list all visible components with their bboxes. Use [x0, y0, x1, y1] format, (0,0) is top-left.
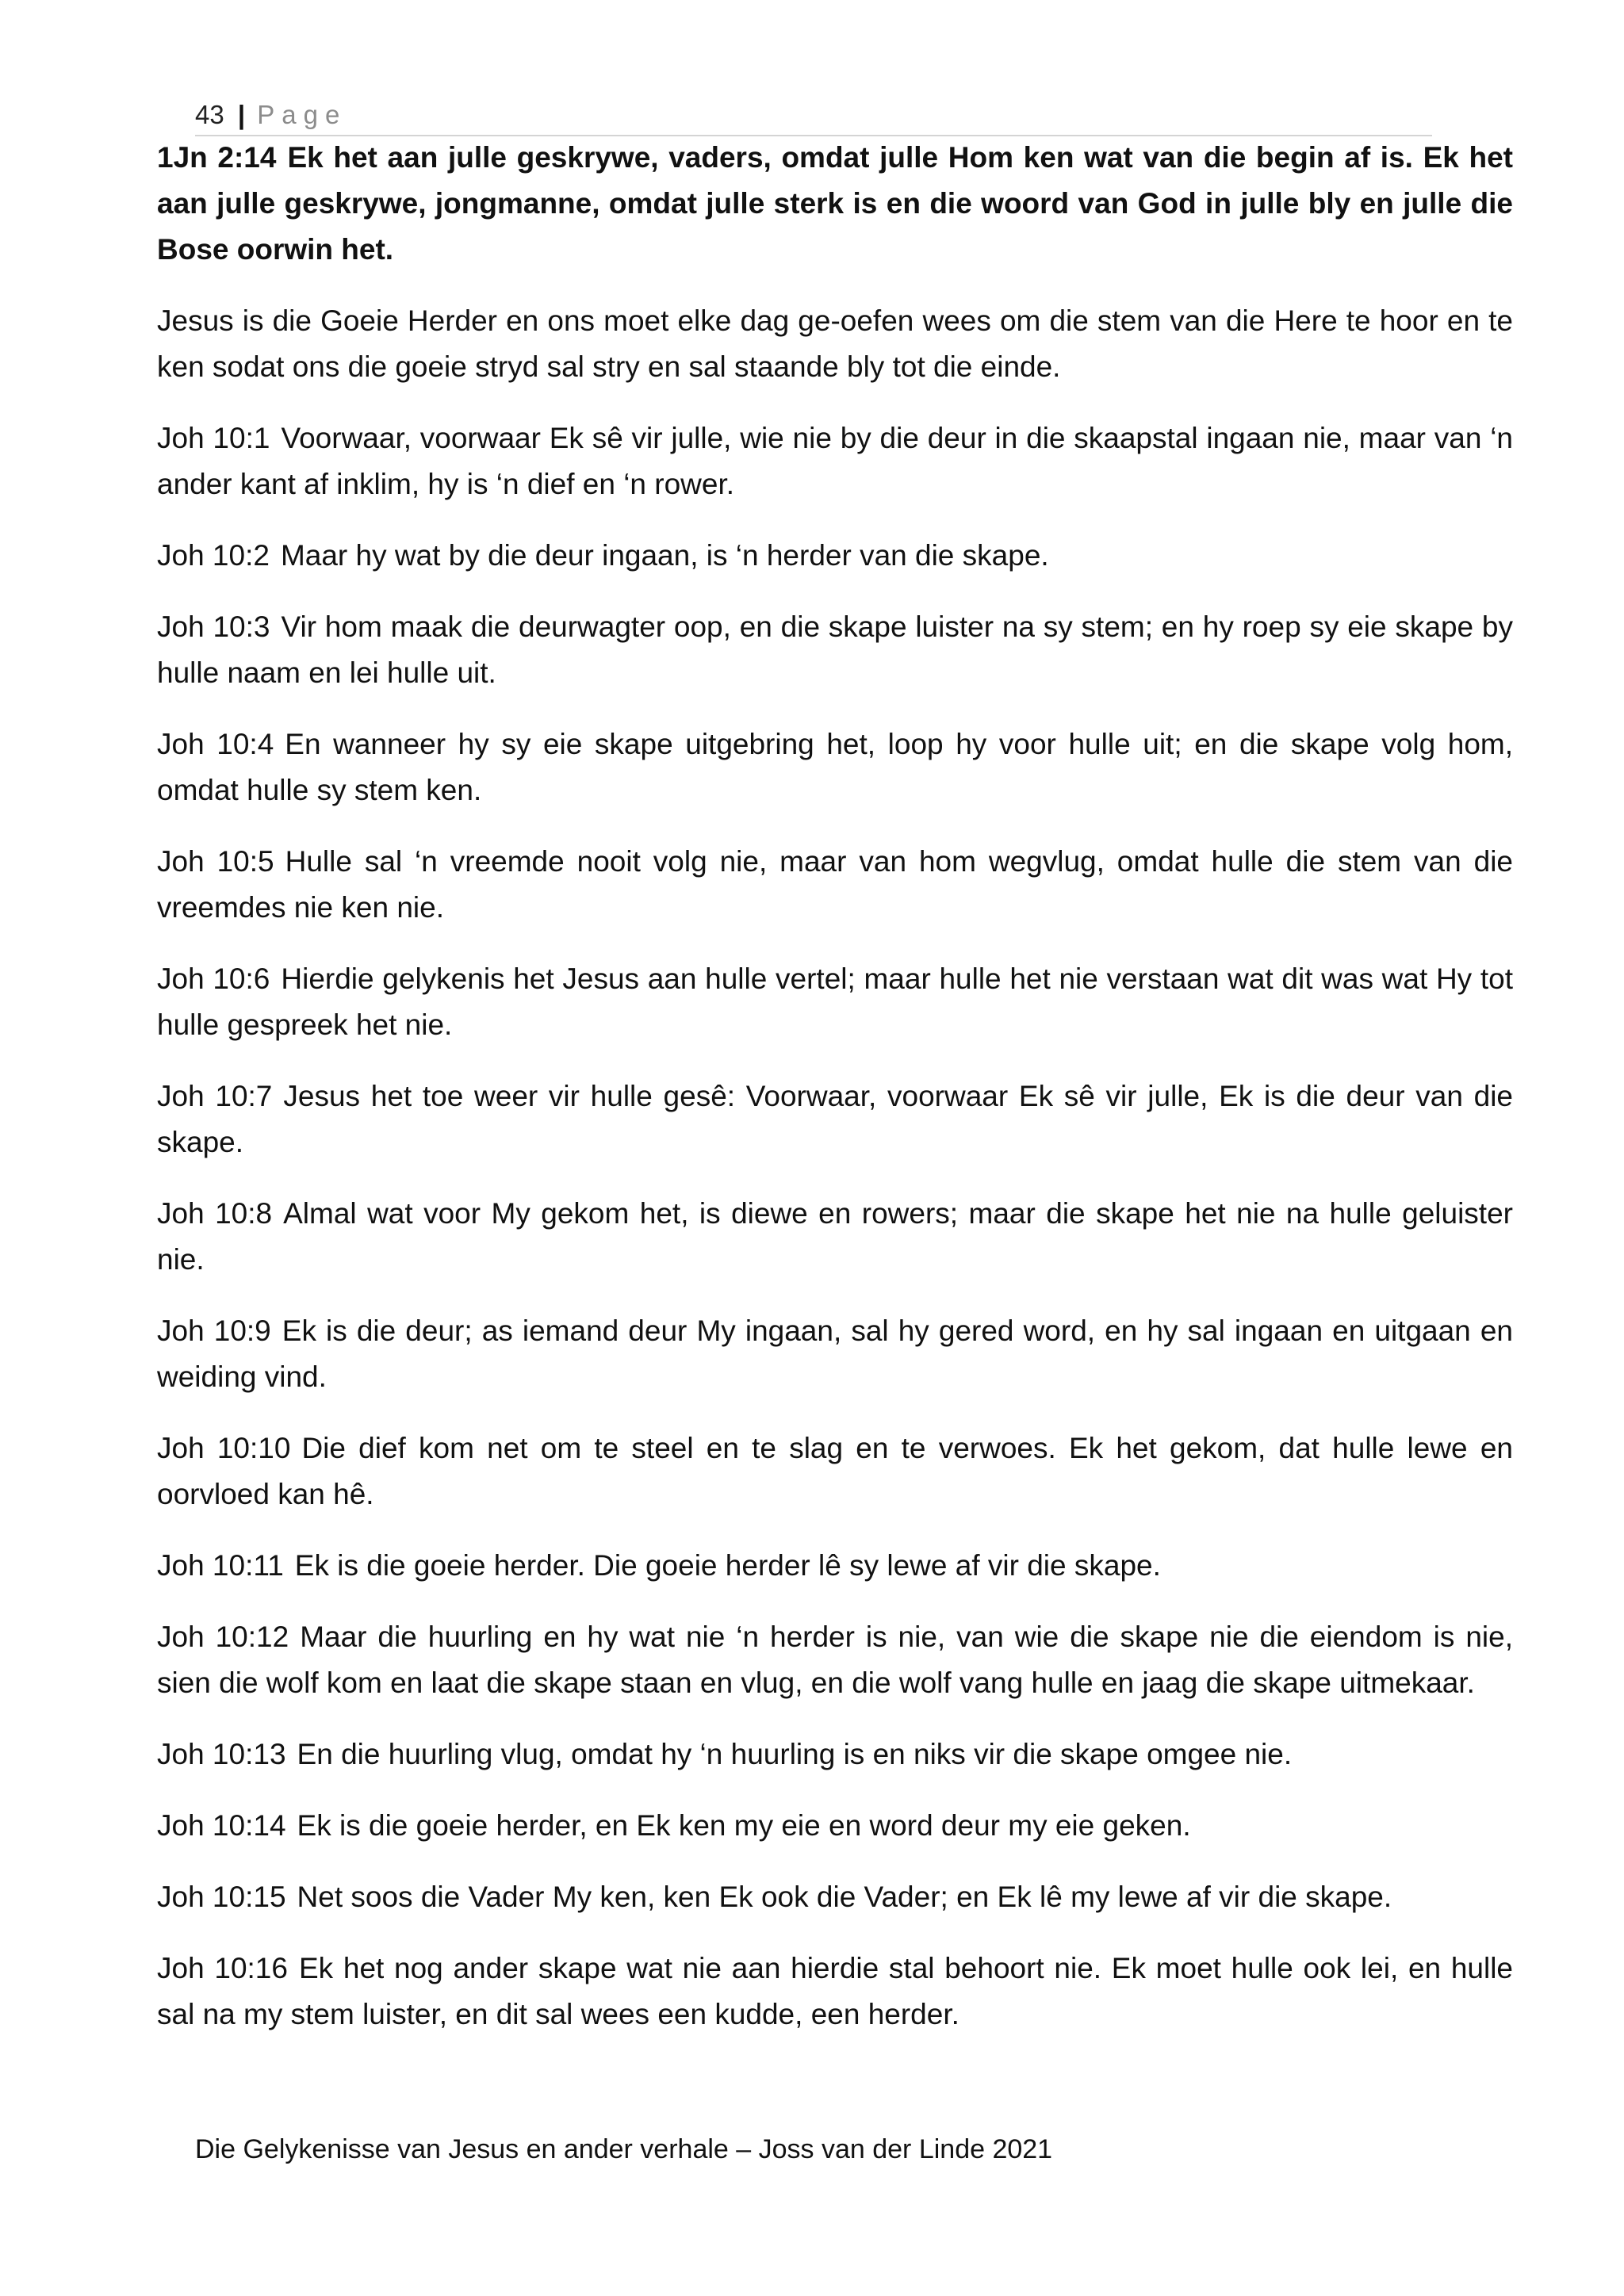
- verse-reference: 1Jn 2:14: [157, 141, 277, 174]
- verse-paragraph: [157, 1803, 1513, 1849]
- verse-text: Net soos die Vader My ken, ken Ek ook die Vader; en Ek lê my lewe af vir die skape.: [297, 1881, 1392, 1913]
- footer-text: Die Gelykenisse van Jesus en ander verhale – Joss van der Linde 2021: [195, 2134, 1053, 2164]
- verse-text: Voorwaar, voorwaar Ek sê vir julle, wie nie by die deur in die skaapstal ingaan nie, maar van ‘n ander kant af inklim, hy is ‘n dief en ‘n rower.: [157, 422, 1513, 500]
- verse-reference: Joh 10:10: [157, 1432, 291, 1464]
- verse-paragraph: [157, 1732, 1513, 1777]
- verse-text: Maar die huurling en hy wat nie ‘n herder is nie, van wie die skape nie die eiendom is nie, sien die wolf kom en laat die skape staan en vlug, en die wolf vang hulle en jaag die skape uitmekaar.: [157, 1621, 1513, 1699]
- verse-paragraph: [157, 1073, 1513, 1165]
- page-number-separator: |: [237, 100, 246, 129]
- verse-text: Vir hom maak die deurwagter oop, en die skape luister na sy stem; en hy roep sy eie skape by hulle naam en lei hulle uit.: [157, 610, 1513, 689]
- verse-paragraph: [157, 604, 1513, 696]
- verse-text: Die dief kom net om te steel en te slag en te verwoes. Ek het gekom, dat hulle lewe en oorvloed kan hê.: [157, 1432, 1513, 1510]
- commentary-text: Jesus is die Goeie Herder en ons moet elke dag ge-oefen wees om die stem van die Here te hoor en te ken sodat ons die goeie stryd sal stry en sal staande bly tot die einde.: [157, 304, 1513, 383]
- verse-reference: Joh 10:13: [157, 1738, 286, 1770]
- verse-text: Almal wat voor My gekom het, is diewe en rowers; maar die skape het nie na hulle geluister nie.: [157, 1197, 1513, 1276]
- verse-reference: Joh 10:1: [157, 422, 270, 454]
- verse-text: Maar hy wat by die deur ingaan, is ‘n herder van die skape.: [280, 539, 1049, 572]
- verse-text: Hierdie gelykenis het Jesus aan hulle vertel; maar hulle het nie verstaan wat dit was wat Hy tot hulle gespreek het nie.: [157, 962, 1514, 1041]
- verse-text: En die huurling vlug, omdat hy ‘n huurling is en niks vir die skape omgee nie.: [297, 1738, 1293, 1770]
- verse-text: Ek is die goeie herder, en Ek ken my eie en word deur my eie geken.: [297, 1809, 1191, 1842]
- verse-paragraph: [157, 415, 1513, 507]
- verse-reference: Joh 10:5: [157, 845, 274, 878]
- verse-reference: Joh 10:11: [157, 1549, 284, 1582]
- verse-text: Ek is die deur; as iemand deur My ingaan, sal hy gered word, en hy sal ingaan en uitgaan en weiding vind.: [157, 1314, 1513, 1393]
- verse-text: Hulle sal ‘n vreemde nooit volg nie, maar van hom wegvlug, omdat hulle die stem van die vreemdes nie ken nie.: [157, 845, 1513, 924]
- page-header: [195, 95, 1432, 136]
- document-body: [157, 135, 1513, 2063]
- page-footer: [195, 2130, 1052, 2169]
- verse-paragraph: [157, 956, 1513, 1048]
- verse-paragraph: [157, 1614, 1513, 1706]
- verse-reference: Joh 10:15: [157, 1881, 286, 1913]
- verse-paragraph: [157, 1543, 1513, 1589]
- verse-text: Ek het nog ander skape wat nie aan hierdie stal behoort nie. Ek moet hulle ook lei, en hulle sal na my stem luister, en dit sal wees een kudde, een herder.: [157, 1952, 1513, 2030]
- verse-paragraph: [157, 1946, 1513, 2038]
- verse-reference: Joh 10:2: [157, 539, 270, 572]
- verse-reference: Joh 10:14: [157, 1809, 286, 1842]
- verse-text: Ek is die goeie herder. Die goeie herder lê sy lewe af vir die skape.: [294, 1549, 1161, 1582]
- commentary-paragraph: [157, 298, 1513, 390]
- verse-paragraph: [157, 1425, 1513, 1517]
- verse-paragraph: [157, 533, 1513, 579]
- verse-reference: Joh 10:8: [157, 1197, 273, 1230]
- verse-paragraph: [157, 1308, 1513, 1400]
- verse-reference: Joh 10:4: [157, 728, 274, 760]
- verse-paragraph: [157, 135, 1513, 273]
- page-number: 43: [195, 100, 224, 129]
- verse-reference: Joh 10:16: [157, 1952, 288, 1984]
- verse-reference: Joh 10:12: [157, 1621, 289, 1653]
- verse-paragraph: [157, 721, 1513, 813]
- verse-reference: Joh 10:7: [157, 1080, 273, 1112]
- verse-paragraph: [157, 839, 1513, 931]
- verse-text: Jesus het toe weer vir hulle gesê: Voorwaar, voorwaar Ek sê vir julle, Ek is die deur van die skape.: [157, 1080, 1513, 1158]
- verse-paragraph: [157, 1191, 1513, 1283]
- verse-paragraph: [157, 1874, 1513, 1920]
- verse-text: En wanneer hy sy eie skape uitgebring het, loop hy voor hulle uit; en die skape volg hom, omdat hulle sy stem ken.: [157, 728, 1513, 806]
- verse-reference: Joh 10:9: [157, 1314, 271, 1347]
- page-label: Page: [257, 100, 347, 129]
- verse-reference: Joh 10:6: [157, 962, 270, 995]
- verse-reference: Joh 10:3: [157, 610, 270, 643]
- verse-text: Ek het aan julle geskrywe, vaders, omdat julle Hom ken wat van die begin af is. Ek het aan julle geskrywe, jongmanne, omdat julle sterk is en die woord van God in julle bly en julle die Bose oorwin het.: [157, 141, 1513, 266]
